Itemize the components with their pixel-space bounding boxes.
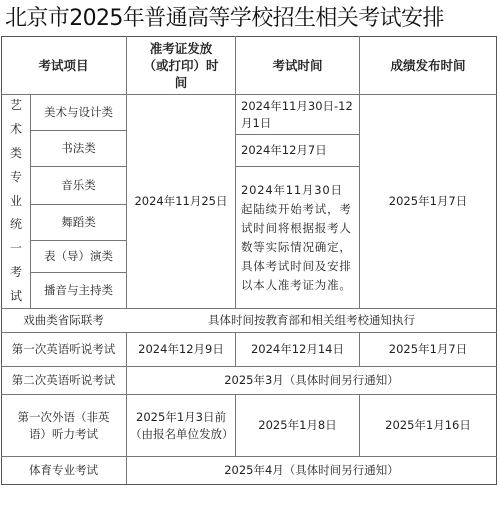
art-subject-dance: 舞蹈类 [61, 215, 96, 229]
page-title: 北京市2025年普通高等学校招生相关考试安排 [5, 6, 444, 31]
art-subject-performance: 表（导）演类 [44, 249, 113, 263]
english1-ticket: 2024年12月9日 [138, 342, 224, 356]
foreign-exam-date: 2025年1月8日 [258, 418, 337, 432]
header-exam-time: 考试时间 [272, 57, 323, 73]
art-subject-calligraphy: 书法类 [61, 141, 96, 155]
art-exam-date-1: 2024年11月30日-12月1日 [241, 98, 353, 130]
art-subject-broadcasting: 播音与主持类 [44, 283, 113, 297]
foreign-ticket: 2025年1月3日前（由报名单位发放） [130, 409, 234, 441]
foreign-exam-name: 第一次外语（非英语）听力考试 [17, 409, 110, 441]
english1-name: 第一次英语听说考试 [11, 342, 116, 356]
art-score-date: 2025年1月7日 [388, 194, 468, 208]
header-ticket-time: 准考证发放（或打印）时间 [143, 40, 219, 90]
opera-exam-note: 具体时间按教育部和相关组考校通知执行 [208, 313, 415, 327]
art-subject-fine-arts: 美术与设计类 [44, 105, 113, 119]
sports-exam-name: 体育专业考试 [29, 463, 98, 477]
art-exam-date-2: 2024年12月7日 [241, 143, 327, 157]
header-score-time: 成绩发布时间 [390, 57, 466, 73]
sports-exam-note: 2025年4月（具体时间另行通知） [224, 463, 399, 477]
foreign-score-date: 2025年1月16日 [385, 418, 471, 432]
english1-exam: 2024年12月14日 [250, 342, 345, 356]
english1-score: 2025年1月7日 [388, 342, 468, 356]
art-ticket-date: 2024年11月25日 [134, 194, 228, 208]
art-category-label: 艺 术 类 专 业 统 一 考 试 [9, 98, 22, 303]
english2-name: 第二次英语听说考试 [11, 373, 116, 387]
art-subject-music: 音乐类 [61, 178, 96, 192]
header-project: 考试项目 [38, 57, 89, 73]
opera-exam-name: 戏曲类省际联考 [23, 313, 104, 327]
english2-note: 2025年3月（具体时间另行通知） [224, 373, 399, 387]
art-exam-note: 2024年11月30日起陆续开始考试，考试时间将根据报考人数等实际情况确定，具体考试时间及安排以本人准考证为准。 [241, 182, 352, 292]
